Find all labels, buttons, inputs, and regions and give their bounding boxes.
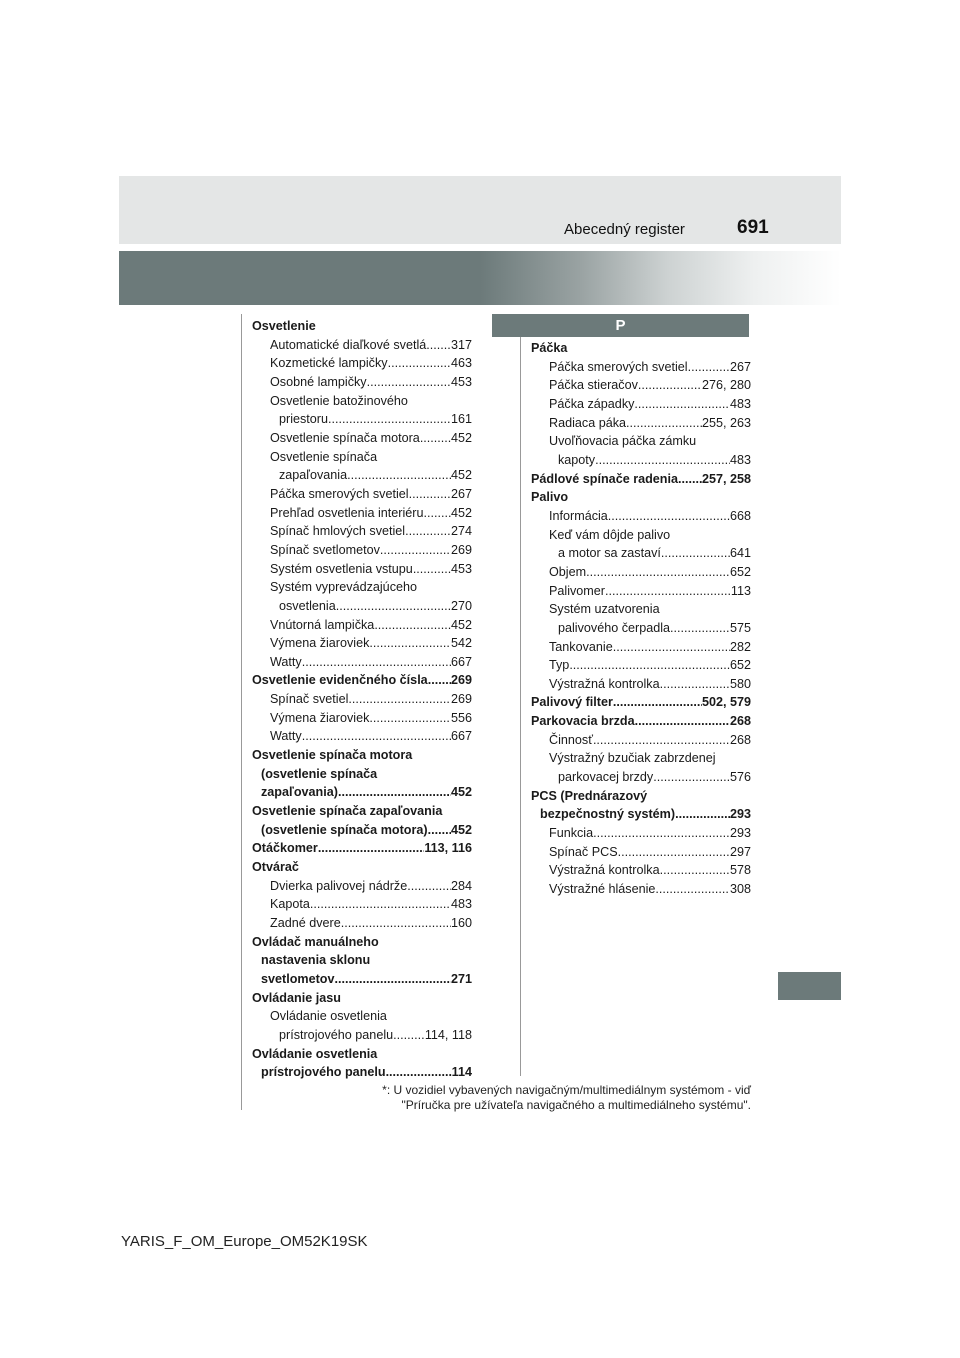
- index-entry: [252, 933, 472, 952]
- dot-leader: [367, 373, 451, 392]
- index-entry: [252, 354, 472, 373]
- header-band: [119, 176, 841, 244]
- index-entry-term: Páčka: [531, 341, 568, 355]
- section-letter-bar: P: [492, 314, 749, 337]
- index-entry: [531, 805, 751, 824]
- index-entry-term: Palivový filter: [531, 695, 613, 710]
- index-entry-page: 255, 263: [701, 415, 751, 430]
- index-entry-page: 453: [450, 374, 472, 389]
- index-entry-term: Osvetlenie spínača motora: [270, 430, 420, 445]
- index-entry-term: Výmena žiaroviek: [270, 636, 370, 651]
- index-entry: [531, 768, 751, 787]
- index-entry: [252, 336, 472, 355]
- index-entry-page: 276, 280: [701, 378, 751, 393]
- dot-leader: [593, 731, 730, 750]
- index-entry: [252, 1063, 472, 1082]
- index-entry: [531, 675, 751, 694]
- index-entry: [531, 880, 751, 899]
- dot-leader: [678, 470, 702, 489]
- dot-leader: [348, 690, 451, 709]
- index-entry-term: Osobné lampičky: [270, 374, 367, 389]
- dot-leader: [335, 970, 451, 989]
- index-entry-term: Zadné dvere: [270, 916, 341, 930]
- index-entry: [252, 541, 472, 560]
- index-entry-term: Typ: [549, 658, 570, 673]
- index-entry-page: 641: [729, 546, 751, 561]
- dot-leader: [374, 616, 451, 635]
- index-entry-term: Osvetlenie spínača: [270, 449, 378, 464]
- index-entry-page: 113, 116: [424, 841, 472, 856]
- index-entry-page: 452: [450, 430, 472, 445]
- index-entry-term: Ovládač manuálneho: [252, 934, 379, 949]
- dot-leader: [653, 768, 730, 787]
- index-entry: [531, 432, 751, 451]
- index-entry: [252, 410, 472, 429]
- index-entry-term: Systém vyprevádzajúceho: [270, 580, 417, 595]
- index-entry-term: nastavenia sklonu: [261, 953, 371, 968]
- index-entry-page: 502, 579: [701, 695, 751, 710]
- index-entry-term: Parkovacia brzda: [531, 714, 635, 729]
- dot-leader: [660, 861, 730, 880]
- index-entry: [252, 616, 472, 635]
- index-entry-term: a motor sa zastaví: [558, 546, 661, 561]
- index-entry: [252, 653, 472, 672]
- index-entry-term: parkovacej brzdy: [558, 770, 654, 785]
- index-entry: [531, 414, 751, 433]
- index-entry-page: 284: [450, 878, 472, 893]
- index-entry-term: Výmena žiaroviek: [270, 710, 370, 725]
- index-entry: [531, 861, 751, 880]
- index-entry-page: 293: [729, 826, 751, 841]
- index-entry-page: 270: [450, 598, 472, 613]
- index-entry-term: Keď vám dôjde palivo: [549, 527, 671, 542]
- index-entry-page: 113: [730, 583, 751, 598]
- dot-leader: [338, 783, 451, 802]
- index-entry-term: priestoru: [279, 412, 328, 427]
- page-number: 691: [737, 217, 769, 238]
- dot-leader: [638, 376, 702, 395]
- index-entry: [531, 376, 751, 395]
- dot-leader: [428, 821, 451, 840]
- index-entry-page: 483: [450, 897, 472, 912]
- index-entry-term: Watty: [270, 729, 302, 744]
- index-entry-page: 483: [729, 452, 751, 467]
- index-entry: [531, 843, 751, 862]
- index-entry: [252, 522, 472, 541]
- index-entry-page: 268: [729, 732, 751, 747]
- index-entry: [252, 802, 472, 821]
- dot-leader: [393, 1026, 425, 1045]
- index-entry-page: 269: [450, 673, 472, 688]
- index-entry: [531, 619, 751, 638]
- header-gradient-band: [119, 251, 841, 305]
- index-entry: [531, 451, 751, 470]
- index-entry: [531, 470, 751, 489]
- index-entry-page: 667: [450, 729, 472, 744]
- index-entry: [252, 727, 472, 746]
- index-entry-term: bezpečnostný systém): [540, 807, 676, 822]
- index-entry-page: 274: [450, 524, 472, 539]
- index-entry-page: 542: [450, 636, 472, 651]
- index-entry: [531, 731, 751, 750]
- index-entry-term: Informácia: [549, 508, 608, 523]
- index-entry-term: Otáčkomer: [252, 841, 318, 856]
- index-entry: [531, 339, 751, 358]
- index-entry: [531, 638, 751, 657]
- dot-leader: [613, 693, 702, 712]
- index-entry-term: (osvetlenie spínača motora): [261, 822, 428, 837]
- index-entry-term: Spínač PCS: [549, 844, 618, 859]
- index-entry: [252, 914, 472, 933]
- dot-leader: [369, 634, 451, 653]
- index-entry-page: 161: [450, 412, 472, 427]
- document-code: YARIS_F_OM_Europe_OM52K19SK: [121, 1233, 368, 1250]
- index-entry-page: 268: [729, 714, 751, 729]
- index-entry-page: 114: [451, 1065, 472, 1080]
- index-entry-term: Osvetlenie: [252, 319, 316, 333]
- dot-leader: [660, 675, 730, 694]
- index-entry-term: Palivo: [531, 490, 569, 505]
- index-entry-term: Výstražná kontrolka: [549, 863, 660, 878]
- dot-leader: [593, 824, 730, 843]
- index-entry: [252, 839, 472, 858]
- index-entry-term: Watty: [270, 654, 302, 669]
- index-entry: [531, 526, 751, 545]
- dot-leader: [347, 466, 451, 485]
- index-entry-term: Páčka smerových svetiel: [270, 486, 409, 501]
- dot-leader: [613, 638, 730, 657]
- index-entry: [252, 504, 472, 523]
- dot-leader: [409, 485, 451, 504]
- dot-leader: [388, 354, 451, 373]
- index-entry: [252, 951, 472, 970]
- header-title: Abecedný register: [564, 221, 685, 238]
- dot-leader: [586, 563, 730, 582]
- dot-leader: [428, 671, 451, 690]
- index-entry-page: 452: [450, 617, 472, 632]
- index-entry-page: 452: [450, 505, 472, 520]
- dot-leader: [341, 914, 451, 933]
- index-entry: [252, 821, 472, 840]
- index-entry: [252, 597, 472, 616]
- index-entry-page: 267: [729, 359, 751, 374]
- index-entry-page: 578: [729, 863, 751, 878]
- index-entry-term: PCS (Prednárazový: [531, 788, 648, 803]
- dot-leader: [302, 727, 451, 746]
- index-entry-term: (osvetlenie spínača: [261, 766, 378, 781]
- dot-leader: [569, 656, 730, 675]
- index-entry-page: 652: [729, 658, 751, 673]
- index-entry: [531, 358, 751, 377]
- index-entry-term: Palivomer: [549, 583, 605, 598]
- dot-leader: [405, 522, 451, 541]
- index-entry-term: Dvierka palivovej nádrže: [270, 878, 408, 893]
- index-entry-page: 269: [450, 542, 472, 557]
- dot-leader: [618, 843, 730, 862]
- index-entry-term: Výstražný bzučiak zabrzdenej: [549, 751, 716, 766]
- index-entry-term: svetlometov: [261, 971, 335, 986]
- left-column-rule: [241, 314, 242, 1110]
- index-entry: [252, 560, 472, 579]
- dot-leader: [386, 1063, 452, 1082]
- index-entry: [252, 485, 472, 504]
- index-entry-page: 668: [729, 508, 751, 523]
- index-entry-term: Výstražné hlásenie: [549, 882, 656, 897]
- index-entry: [531, 582, 751, 601]
- dot-leader: [310, 895, 451, 914]
- index-entry: [252, 858, 472, 877]
- index-entry-term: Ovládanie osvetlenia: [270, 1009, 387, 1024]
- dot-leader: [605, 582, 731, 601]
- index-entry-page: 580: [729, 676, 751, 691]
- index-entry-page: 576: [729, 770, 751, 785]
- dot-leader: [626, 414, 702, 433]
- dot-leader: [426, 336, 451, 355]
- index-entry: [531, 787, 751, 806]
- dot-leader: [413, 560, 451, 579]
- index-entry: [252, 746, 472, 765]
- index-entry: [531, 712, 751, 731]
- dot-leader: [675, 805, 730, 824]
- index-entry-page: 452: [450, 468, 472, 483]
- index-entry-page: 257, 258: [701, 471, 751, 486]
- dot-leader: [420, 429, 451, 448]
- index-entry-page: 483: [729, 396, 751, 411]
- index-entry-page: 575: [729, 620, 751, 635]
- index-entry-page: 293: [729, 807, 751, 822]
- index-entry-term: Osvetlenie spínača zapaľovania: [252, 804, 443, 819]
- index-entry: [252, 877, 472, 896]
- index-entry-term: osvetlenia: [279, 598, 336, 613]
- index-entry-page: 308: [729, 882, 751, 897]
- dot-leader: [688, 358, 730, 377]
- index-entry-page: 463: [450, 356, 472, 371]
- index-entry-term: prístrojového panelu: [279, 1027, 394, 1042]
- dot-leader: [635, 712, 730, 731]
- dot-leader: [302, 653, 451, 672]
- index-entry-page: 297: [729, 844, 751, 859]
- footnote-line-2: "Príručka pre užívateľa navigačného a multimediálneho systému".: [401, 1097, 751, 1112]
- index-entry-page: 453: [450, 561, 472, 576]
- side-thumb-tab: [778, 972, 841, 1000]
- index-entry-term: Osvetlenie spínača motora: [252, 748, 413, 763]
- index-entry: [531, 544, 751, 563]
- dot-leader: [655, 880, 730, 899]
- index-entry-page: 556: [450, 710, 472, 725]
- index-entry-term: Funkcia: [549, 826, 594, 841]
- index-entry: [252, 429, 472, 448]
- index-entry: [252, 634, 472, 653]
- index-entry: [252, 709, 472, 728]
- footnote: [330, 1083, 751, 1112]
- index-entry: [531, 395, 751, 414]
- dot-leader: [328, 410, 451, 429]
- index-entry-term: Výstražná kontrolka: [549, 676, 660, 691]
- index-entry-page: 282: [729, 639, 751, 654]
- index-entry: [531, 600, 751, 619]
- index-entry: [531, 693, 751, 712]
- index-entry-term: Radiaca páka: [549, 415, 627, 430]
- index-entry-page: 452: [450, 785, 472, 800]
- index-entry-term: Vnútorná lampička: [270, 617, 375, 632]
- index-entry-term: kapoty: [558, 452, 596, 467]
- index-entry-page: 267: [450, 486, 472, 501]
- dot-leader: [661, 544, 730, 563]
- index-entry-term: Prehľad osvetlenia interiéru: [270, 505, 424, 520]
- index-entry-page: 160: [450, 916, 472, 930]
- dot-leader: [407, 877, 451, 896]
- index-entry: [252, 448, 472, 467]
- index-entry-term: palivového čerpadla: [558, 620, 671, 635]
- index-column-left: [252, 317, 472, 1082]
- index-entry: [252, 783, 472, 802]
- index-entry-term: Automatické diaľkové svetlá: [270, 337, 427, 352]
- index-entry-term: Spínač hmlových svetiel: [270, 524, 406, 539]
- index-entry-page: 114, 118: [424, 1027, 472, 1042]
- index-entry: [252, 1026, 472, 1045]
- index-entry: [531, 749, 751, 768]
- index-entry: [531, 824, 751, 843]
- index-entry-page: 667: [450, 654, 472, 669]
- index-entry-term: Spínač svetiel: [270, 692, 349, 707]
- dot-leader: [336, 597, 451, 616]
- index-entry-term: Tankovanie: [549, 639, 613, 654]
- index-entry-term: Uvoľňovacia páčka zámku: [549, 434, 697, 449]
- footnote-line-1: *: U vozidiel vybavených navigačným/multimediálnym systémom - viď: [382, 1083, 751, 1097]
- middle-column-rule: [520, 328, 521, 1076]
- index-entry-term: Kapota: [270, 897, 310, 912]
- index-entry-term: Páčka stieračov: [549, 378, 638, 393]
- index-entry: [252, 578, 472, 597]
- index-entry-term: Páčka smerových svetiel: [549, 359, 688, 374]
- index-entry: [252, 895, 472, 914]
- index-entry-term: Pádlové spínače radenia: [531, 471, 678, 486]
- index-entry: [531, 656, 751, 675]
- dot-leader: [424, 504, 451, 523]
- index-entry: [252, 970, 472, 989]
- index-entry-term: Systém uzatvorenia: [549, 602, 660, 617]
- dot-leader: [608, 507, 730, 526]
- index-entry: [252, 690, 472, 709]
- index-entry-term: Páčka západky: [549, 396, 635, 411]
- index-entry-term: Činnosť: [549, 732, 593, 747]
- dot-leader: [380, 541, 451, 560]
- index-entry-term: Osvetlenie evidenčného čísla: [252, 673, 428, 688]
- index-entry-term: Kozmetické lampičky: [270, 356, 388, 371]
- index-entry: [252, 466, 472, 485]
- index-entry-term: Spínač svetlometov: [270, 542, 380, 557]
- index-entry: [252, 1007, 472, 1026]
- dot-leader: [369, 709, 451, 728]
- index-entry-term: Systém osvetlenia vstupu: [270, 561, 413, 576]
- index-entry: [531, 488, 751, 507]
- index-entry: [252, 671, 472, 690]
- index-entry: [531, 507, 751, 526]
- index-column-right: [531, 339, 751, 899]
- index-entry-page: 452: [450, 822, 472, 837]
- index-entry: [252, 373, 472, 392]
- index-entry-term: Osvetlenie batožinového: [270, 393, 408, 408]
- dot-leader: [595, 451, 730, 470]
- dot-leader: [318, 839, 425, 858]
- index-entry-page: 652: [729, 564, 751, 579]
- index-entry-term: Otvárač: [252, 860, 299, 875]
- index-entry: [252, 392, 472, 411]
- index-entry: [252, 1045, 472, 1064]
- index-entry: [252, 989, 472, 1008]
- index-entry-page: 271: [450, 971, 472, 986]
- index-entry-term: prístrojového panelu: [261, 1065, 386, 1080]
- index-entry-term: zapaľovania: [279, 468, 348, 483]
- index-entry-term: zapaľovania): [261, 785, 338, 800]
- index-entry: [252, 317, 472, 336]
- dot-leader: [670, 619, 730, 638]
- index-entry: [531, 563, 751, 582]
- index-entry-term: Ovládanie osvetlenia: [252, 1046, 378, 1061]
- index-entry-page: 317: [450, 337, 472, 352]
- dot-leader: [634, 395, 730, 414]
- index-entry-page: 269: [450, 692, 472, 707]
- index-entry-term: Objem: [549, 564, 587, 579]
- index-entry-term: Ovládanie jasu: [252, 990, 341, 1005]
- index-entry: [252, 765, 472, 784]
